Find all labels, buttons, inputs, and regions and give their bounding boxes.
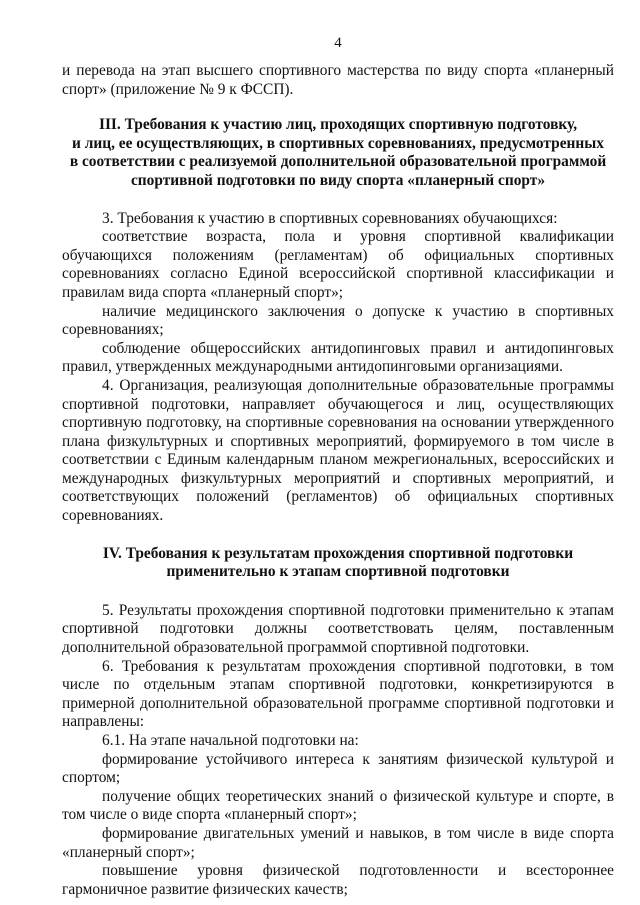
intro-paragraph: и перевода на этап высшего спортивного мастерства по виду спорта «планерный спорт» (приложение № 9 к ФССП). [62, 62, 614, 98]
paragraph: 4. Организация, реализующая дополнительные образовательные программы спортивной подготовки, направляет обучающегося и лиц, осуществляющих спортивную подготовку, на спортивные соревнования на основании утвержденного плана физкультурных и спортивных мероприятий, формируемого в том числе в соответствии с Единым календарным планом межрегиональных, всероссийских и международных физкультурных мероприятий и спортивных мероприятий, и соответствующих положений (регламентов) об официальных спортивных соревнованиях. [62, 376, 614, 525]
paragraph: получение общих теоретических знаний о физической культуре и спорте, в том числе о виде спорта «планерный спорт»; [62, 787, 614, 824]
paragraph: 3. Требования к участию в спортивных соревнованиях обучающихся: [102, 209, 558, 227]
section-3-body [62, 210, 614, 526]
section-3-heading-line: в соответствии с реализуемой дополнительной образовательной программой [69, 153, 607, 171]
section-3-heading [62, 116, 614, 190]
section-4-heading [62, 545, 614, 582]
paragraph: 5. Результаты прохождения спортивной подготовки применительно к этапам спортивной подготовки должны соответствовать целям, поставленным дополнительной образовательной программой спортивной подготовки. [62, 601, 614, 657]
paragraph: наличие медицинского заключения о допуске к участию в спортивных соревнованиях; [62, 302, 614, 339]
paragraph: 6. Требования к результатам прохождения спортивной подготовки, в том числе по отдельным этапам спортивной подготовки, конкретизируются в примерной дополнительной образовательной программе спортивной подготовки и направлены: [62, 657, 614, 731]
section-3-heading-line: спортивной подготовки по виду спорта «планерный спорт» [130, 171, 546, 189]
paragraph: повышение уровня физической подготовленности и всестороннее гармоничное развитие физических качеств; [62, 862, 614, 898]
paragraph: 6.1. На этапе начальной подготовки на: [102, 732, 359, 749]
paragraph: соответствие возраста, пола и уровня спортивной квалификации обучающихся положениям (регламентам) об официальных спортивных соревнованиях согласно Единой всероссийской спортивной классификации и правилам вида спорта «планерный спорт»; [62, 228, 614, 301]
section-4-heading-line: IV. Требования к результатам прохождения спортивной подготовки [102, 544, 574, 562]
section-4-heading-line: применительно к этапам спортивной подготовки [166, 563, 510, 581]
page-number: 4 [334, 35, 342, 51]
section-3-heading-line: и лиц, ее осуществляющих, в спортивных соревнованиях, предусмотренных [72, 134, 604, 152]
paragraph: соблюдение общероссийских антидопинговых правил и антидопинговых правил, утвержденных международными антидопинговыми организациями. [62, 339, 614, 376]
paragraph: формирование двигательных умений и навыков, в том числе в виде спорта «планерный спорт»; [62, 824, 614, 861]
section-4-body [62, 602, 614, 900]
section-3-heading-line: III. Требования к участию лиц, проходящих спортивную подготовку, [98, 116, 578, 134]
paragraph: формирование устойчивого интереса к занятиям физической культурой и спортом; [62, 750, 614, 787]
document-page [62, 34, 614, 899]
